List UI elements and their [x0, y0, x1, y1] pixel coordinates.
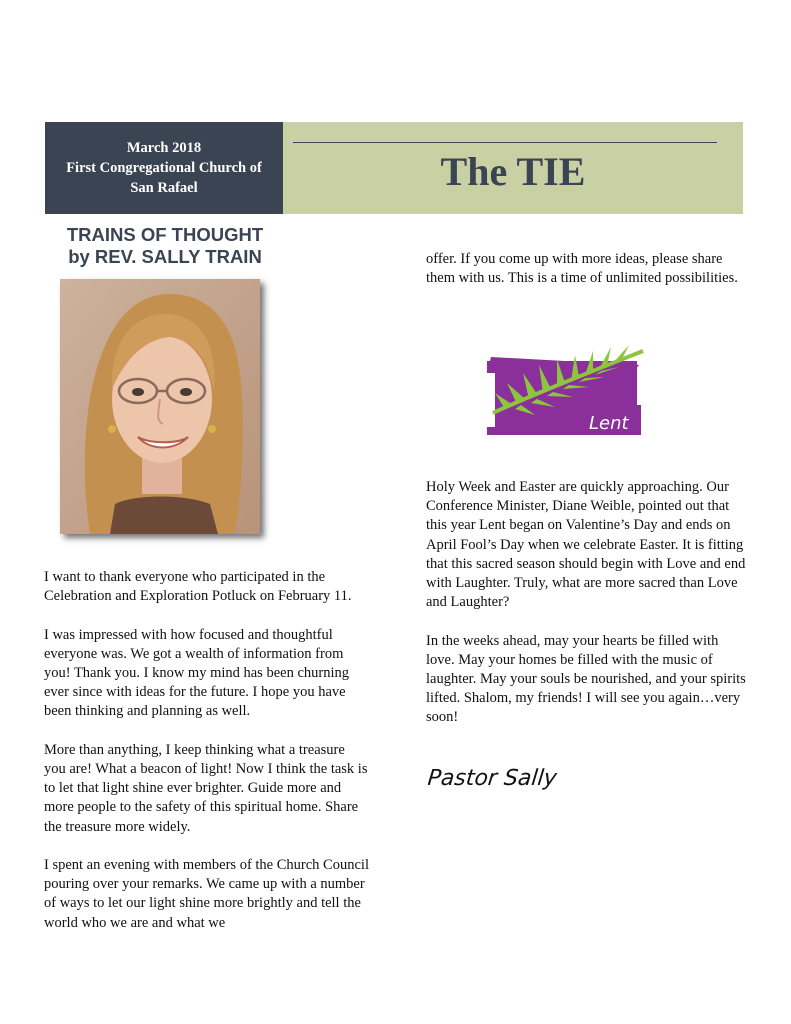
portrait-illustration — [60, 279, 260, 534]
column-heading-byline: by REV. SALLY TRAIN — [68, 246, 262, 267]
pastor-photo — [60, 279, 260, 534]
paragraph: I want to thank everyone who participated in the Celebration and Exploration Potluck on February 11. — [44, 569, 352, 605]
lent-label: Lent — [589, 413, 629, 434]
left-column-text — [44, 568, 370, 952]
svg-text:Pastor Sally: Pastor Sally — [428, 766, 559, 791]
column-heading — [45, 224, 285, 268]
handwritten-signature — [428, 757, 598, 797]
paragraph: More than anything, I keep thinking what a treasure you are! What a beacon of light! Now I think the task is to let that light shine ever brighter. Guide more and more people to the safety of this spiritual home. Share the treasure more widely. — [44, 741, 368, 835]
issue-date: March 2018 — [126, 140, 202, 156]
palm-leaf-icon — [485, 343, 647, 437]
signature — [428, 757, 598, 802]
title-rule — [293, 142, 717, 143]
newsletter-title: The TIE — [440, 149, 586, 194]
church-name-line1: First Congregational Church of — [66, 160, 262, 176]
masthead-title-panel — [283, 122, 743, 214]
paragraph: offer. If you come up with more ideas, please share them with us. This is a time of unlimited possibilities. — [426, 251, 738, 287]
paragraph: I spent an evening with members of the Church Council pouring over your remarks. We came up with a number of ways to let our light shine more brightly and tell the world who we are and what we — [44, 857, 369, 931]
church-name-line2: San Rafael — [130, 180, 198, 196]
masthead-banner — [45, 122, 743, 214]
lent-graphic — [485, 343, 647, 437]
right-column-text — [426, 478, 748, 747]
paragraph: Holy Week and Easter are quickly approaching. Our Conference Minister, Diane Weible, pointed out that this year Lent began on Valentine’s Day and ends on April Fool’s Day when we celebrate Easter. It is fitting that this sacred season should begin with Love and end with Laughter. Truly, what are more sacred than Love and Laughter? — [426, 479, 746, 611]
paragraph: I was impressed with how focused and thoughtful everyone was. We got a wealth of information from you! Thank you. I know my mind has been churning ever since with ideas for the future. I hope you have been thinking and planning as well. — [44, 626, 349, 720]
right-column-continuation — [426, 250, 746, 308]
paragraph: In the weeks ahead, may your hearts be filled with love. May your homes be filled with the music of laughter. May your souls be nourished, and your spirits lifted. Shalom, my friends! I will see you again…very soon! — [426, 632, 746, 726]
masthead-info — [45, 122, 283, 214]
column-heading-title: TRAINS OF THOUGHT — [66, 224, 264, 245]
